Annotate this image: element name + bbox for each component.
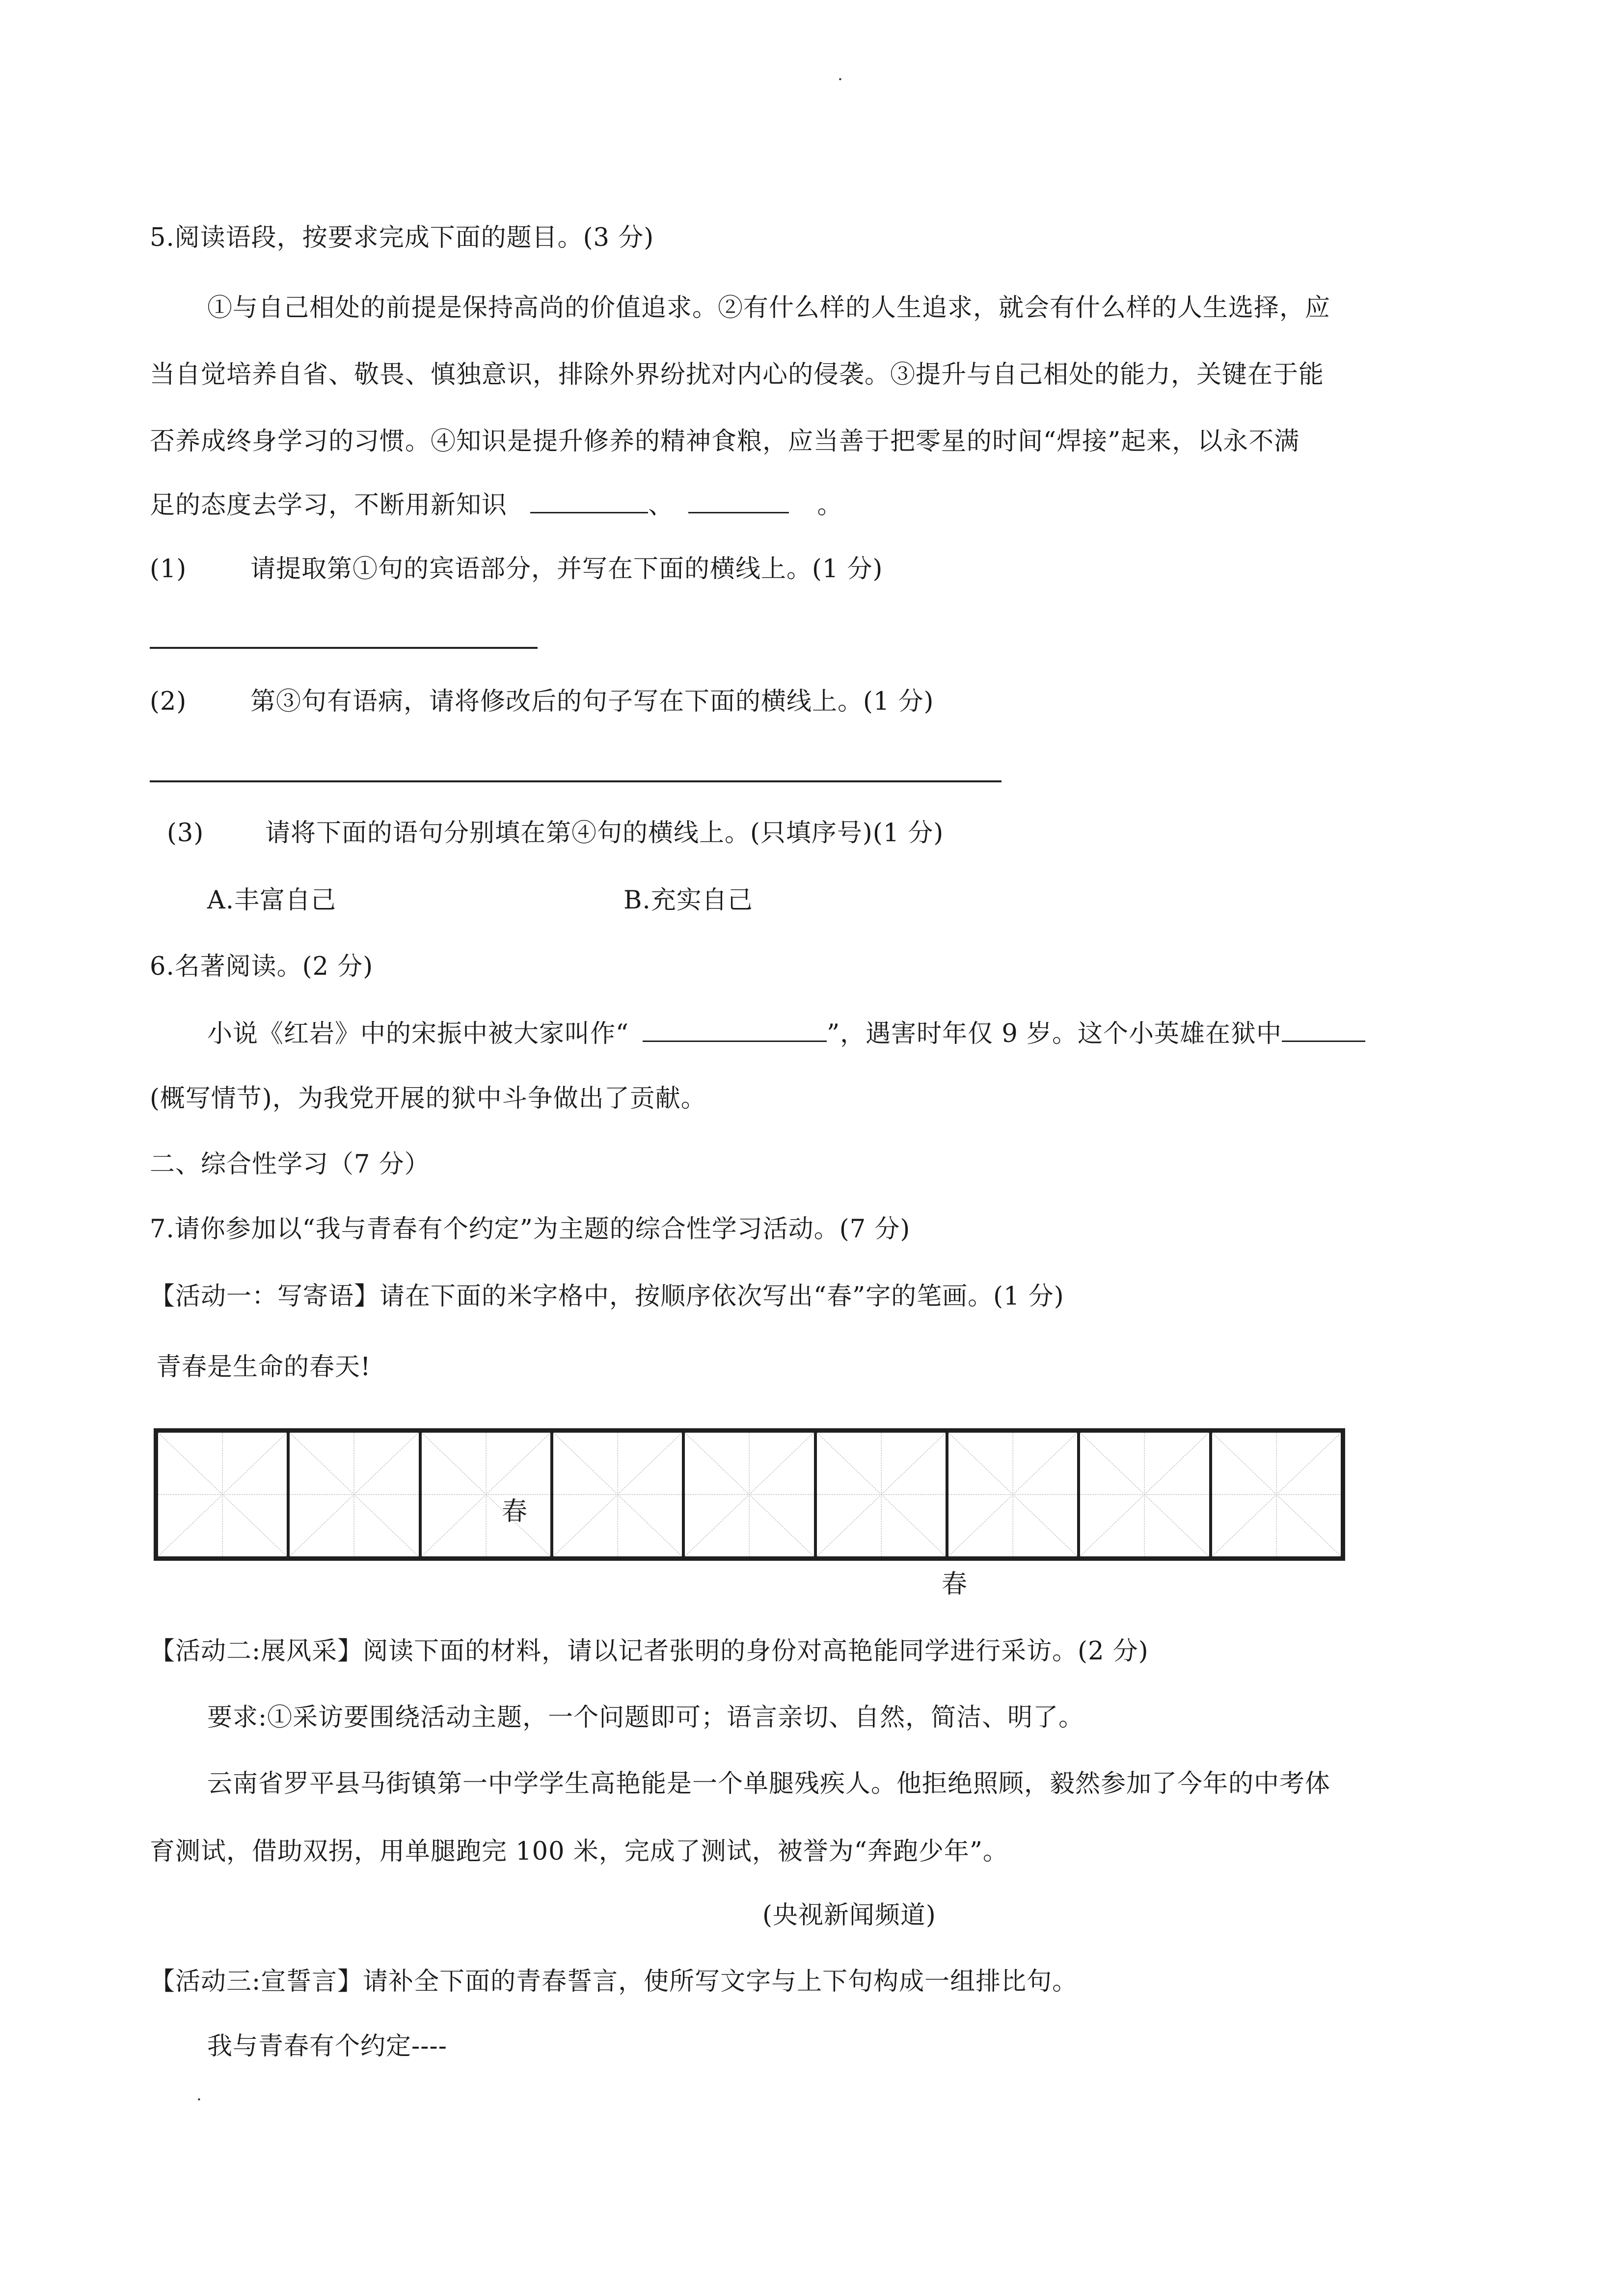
mi-character-grid (154, 1428, 1345, 1561)
q7-material-line-2: 育测试，借助双拐，用单腿跑完 100 米，完成了测试，被誉为“奔跑少年”。 (150, 1837, 1008, 1866)
q6-title: 6.名著阅读。(2 分) (150, 952, 374, 981)
q6-line-2: (概写情节)，为我党开展的狱中斗争做出了贡献。 (150, 1084, 706, 1113)
q5-passage-line-4 (150, 488, 842, 523)
q7-activity-1: 【活动一：写寄语】请在下面的米字格中，按顺序依次写出“春”字的笔画。(1 分) (150, 1282, 1064, 1311)
section-2-title: 二、综合性学习（7 分） (150, 1150, 430, 1179)
q5-blank-separator: 、 (648, 491, 674, 520)
mi-grid-guides (158, 1433, 287, 1556)
q7-activity-2: 【活动二:展风采】阅读下面的材料，请以记者张明的身份对高艳能同学进行采访。(2 分) (150, 1637, 1149, 1666)
q7-title: 7.请你参加以“我与青春有个约定”为主题的综合性学习活动。(7 分) (150, 1215, 911, 1244)
mi-grid-guides (948, 1433, 1077, 1556)
mi-grid-guides (685, 1433, 813, 1556)
q5-option-a: A.丰富自己 (207, 886, 337, 915)
q5-passage-last-end: 。 (817, 491, 843, 520)
q6-nickname-blank[interactable] (643, 1018, 827, 1042)
q5-passage-line-3: 否养成终身学习的习惯。④知识是提升修养的精神食粮，应当善于把零星的时间“焊接”起来，以永不满 (150, 427, 1300, 456)
mi-grid-guides (817, 1433, 946, 1556)
q7-requirement: 要求:①采访要围绕活动主题，一个问题即可；语言亲切、自然，简洁、明了。 (207, 1703, 1084, 1732)
mi-grid-guides (1080, 1433, 1209, 1556)
grid-cell[interactable] (685, 1433, 816, 1556)
q5-blank-2[interactable] (688, 489, 789, 513)
mi-grid-guides (553, 1433, 682, 1556)
q5-sub1-number: (1) (150, 555, 187, 584)
q6-plot-blank[interactable] (1282, 1018, 1365, 1042)
q5-blank-1[interactable] (530, 489, 648, 513)
q7-motto: 青春是生命的春天! (156, 1353, 371, 1382)
q5-passage-last-prefix: 足的态度去学习，不断用新知识 (150, 491, 508, 520)
grid-cell[interactable] (817, 1433, 948, 1556)
mi-grid-guides (290, 1433, 418, 1556)
q5-passage-line-2: 当自觉培养自省、敬畏、慎独意识，排除外界纷扰对内心的侵袭。③提升与自己相处的能力，关键在于能 (150, 360, 1325, 389)
grid-cell[interactable] (158, 1433, 290, 1556)
page-mark-top: . (838, 65, 843, 84)
q7-activity-3: 【活动三:宣誓言】请补全下面的青春誓言，使所写文字与上下句构成一组排比句。 (150, 1967, 1078, 1996)
q5-sub2-answer-line[interactable] (150, 780, 1001, 782)
q5-option-b: B.充实自己 (623, 886, 753, 915)
q5-sub2-number: (2) (150, 687, 187, 716)
grid-cell[interactable] (422, 1433, 553, 1556)
q5-sub3-number: (3) (167, 819, 204, 848)
grid-cell[interactable] (1212, 1433, 1341, 1556)
q5-sub1-text: 请提取第①句的宾语部分，并写在下面的横线上。(1 分) (250, 555, 883, 584)
grid-cell[interactable] (948, 1433, 1080, 1556)
grid-cell[interactable] (1080, 1433, 1212, 1556)
grid-cell[interactable] (290, 1433, 421, 1556)
grid-char: 春 (502, 1497, 528, 1526)
grid-cell[interactable] (553, 1433, 685, 1556)
q5-title: 5.阅读语段，按要求完成下面的题目。(3 分) (150, 223, 654, 252)
q5-sub1-answer-line[interactable] (150, 647, 538, 649)
q7-source: (央视新闻频道) (762, 1901, 936, 1930)
page-mark-bottom: . (196, 2085, 202, 2105)
q5-passage-line-1: ①与自己相处的前提是保持高尚的价值追求。②有什么样的人生追求，就会有什么样的人生选择，应 (207, 294, 1331, 322)
q6-line-1 (207, 1017, 1365, 1051)
below-grid-char: 春 (942, 1570, 968, 1599)
q6-line-1-prefix: 小说《红岩》中的宋振中被大家叫作“ (207, 1019, 629, 1048)
q7-material-line-1: 云南省罗平县马街镇第一中学学生高艳能是一个单腿残疾人。他拒绝照顾，毅然参加了今年的中考体 (207, 1769, 1331, 1798)
mi-grid-guides (422, 1433, 550, 1556)
q7-pledge: 我与青春有个约定---- (207, 2032, 447, 2061)
mi-grid-guides (1212, 1433, 1341, 1556)
q5-sub2-text: 第③句有语病，请将修改后的句子写在下面的横线上。(1 分) (250, 687, 934, 716)
q5-sub3-text: 请将下面的语句分别填在第④句的横线上。(只填序号)(1 分) (265, 819, 944, 848)
q6-line-1-mid: ”，遇害时年仅 9 岁。这个小英雄在狱中 (827, 1019, 1282, 1048)
